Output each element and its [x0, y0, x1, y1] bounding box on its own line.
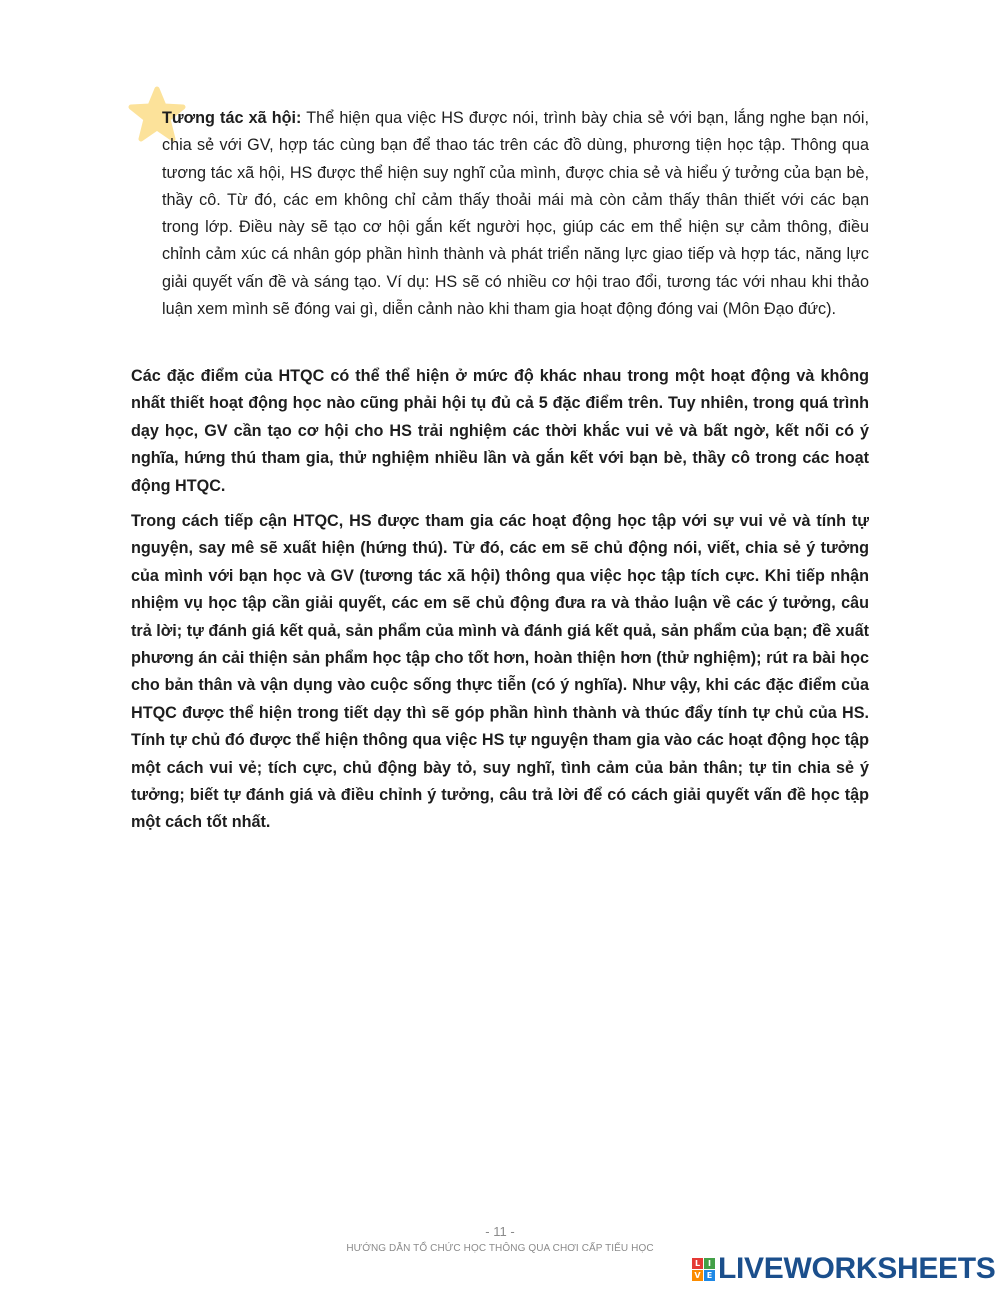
logo-block: V — [692, 1270, 703, 1281]
social-interaction-item — [162, 105, 869, 323]
item-text: Thể hiện qua việc HS được nói, trình bày chia sẻ với bạn, lắng nghe bạn nói, chia sẻ với GV, hợp tác cùng bạn để thao tác trên các đồ dùng, phương tiện học tập. Thông qua tương tác xã hội, HS được thể hiện suy nghĩ của mình, được chia sẻ và hiểu ý tưởng của bạn bè, thầy cô. Từ đó, các em không chỉ cảm thấy thoải mái mà còn cảm thấy thân thiết với các bạn trong lớp. Điều này sẽ tạo cơ hội gắn kết người học, giúp các em thể hiện sự cảm thông, điều chỉnh cảm xúc cá nhân góp phần hình thành và phát triển năng lực giao tiếp và hợp tác, năng lực giải quyết vấn đề và sáng tạo. Ví dụ: HS sẽ có nhiều cơ hội trao đổi, tương tác với nhau khi thảo luận xem mình sẽ đóng vai gì, diễn cảnh nào khi tham gia hoạt động đóng vai (Môn Đạo đức). — [162, 109, 870, 319]
logo-block: I — [704, 1258, 715, 1269]
logo-text: LIVEWORKSHEETS — [718, 1252, 996, 1285]
item-lead: Tương tác xã hội: — [162, 109, 302, 127]
paragraph-htqc-approach: Trong cách tiếp cận HTQC, HS được tham gia các hoạt động học tập với sự vui vẻ và tính tự nguyện, say mê sẽ xuất hiện (hứng thú). Từ đó, các em sẽ chủ động nói, viết, chia sẻ ý tưởng của mình với bạn học và GV (tương tác xã hội) thông qua việc học tập tích cực. Khi tiếp nhận nhiệm vụ học tập cần giải quyết, các em sẽ chủ động đưa ra và thảo luận về các ý tưởng, câu trả lời; tự đánh giá kết quả, sản phẩm của mình và đánh giá kết quả, sản phẩm của bạn; đề xuất phương án cải thiện sản phẩm học tập cho tốt hơn, hoàn thiện hơn (thử nghiệm); rút ra bài học cho bản thân và vận dụng vào cuộc sống thực tiễn (có ý nghĩa). Như vậy, khi các đặc điểm của HTQC được thể hiện trong tiết dạy thì sẽ góp phần hình thành và thúc đẩy tính tự chủ của HS. Tính tự chủ đó được thể hiện thông qua việc HS tự nguyện tham gia vào các hoạt động học tập một cách vui vẻ; tích cực, chủ động bày tỏ, suy nghĩ, tình cảm của bản thân; tự tin chia sẻ ý tưởng; biết tự đánh giá và điều chỉnh ý tưởng, câu trả lời để có cách giải quyết vấn đề học tập một cách tốt nhất. — [131, 512, 869, 832]
paragraph-htqc-characteristics: Các đặc điểm của HTQC có thể thể hiện ở mức độ khác nhau trong một hoạt động và không nhất thiết hoạt động học nào cũng phải hội tụ đủ cả 5 đặc điểm trên. Tuy nhiên, trong quá trình dạy học, GV cần tạo cơ hội cho HS trải nghiệm các thời khắc vui vẻ và bất ngờ, kết nối có ý nghĩa, hứng thú tham gia, thử nghiệm nhiều lần và gắn kết với bạn bè, thầy cô trong các hoạt động HTQC. — [131, 367, 869, 495]
liveworksheets-logo — [692, 1253, 996, 1285]
logo-block: E — [704, 1270, 715, 1281]
page-number: - 11 - — [485, 1224, 515, 1239]
footer-book-title: HƯỚNG DẪN TỔ CHỨC HỌC THÔNG QUA CHƠI CẤP TIỂU HỌC — [346, 1243, 654, 1254]
logo-blocks — [692, 1258, 715, 1281]
logo-block: L — [692, 1258, 703, 1269]
